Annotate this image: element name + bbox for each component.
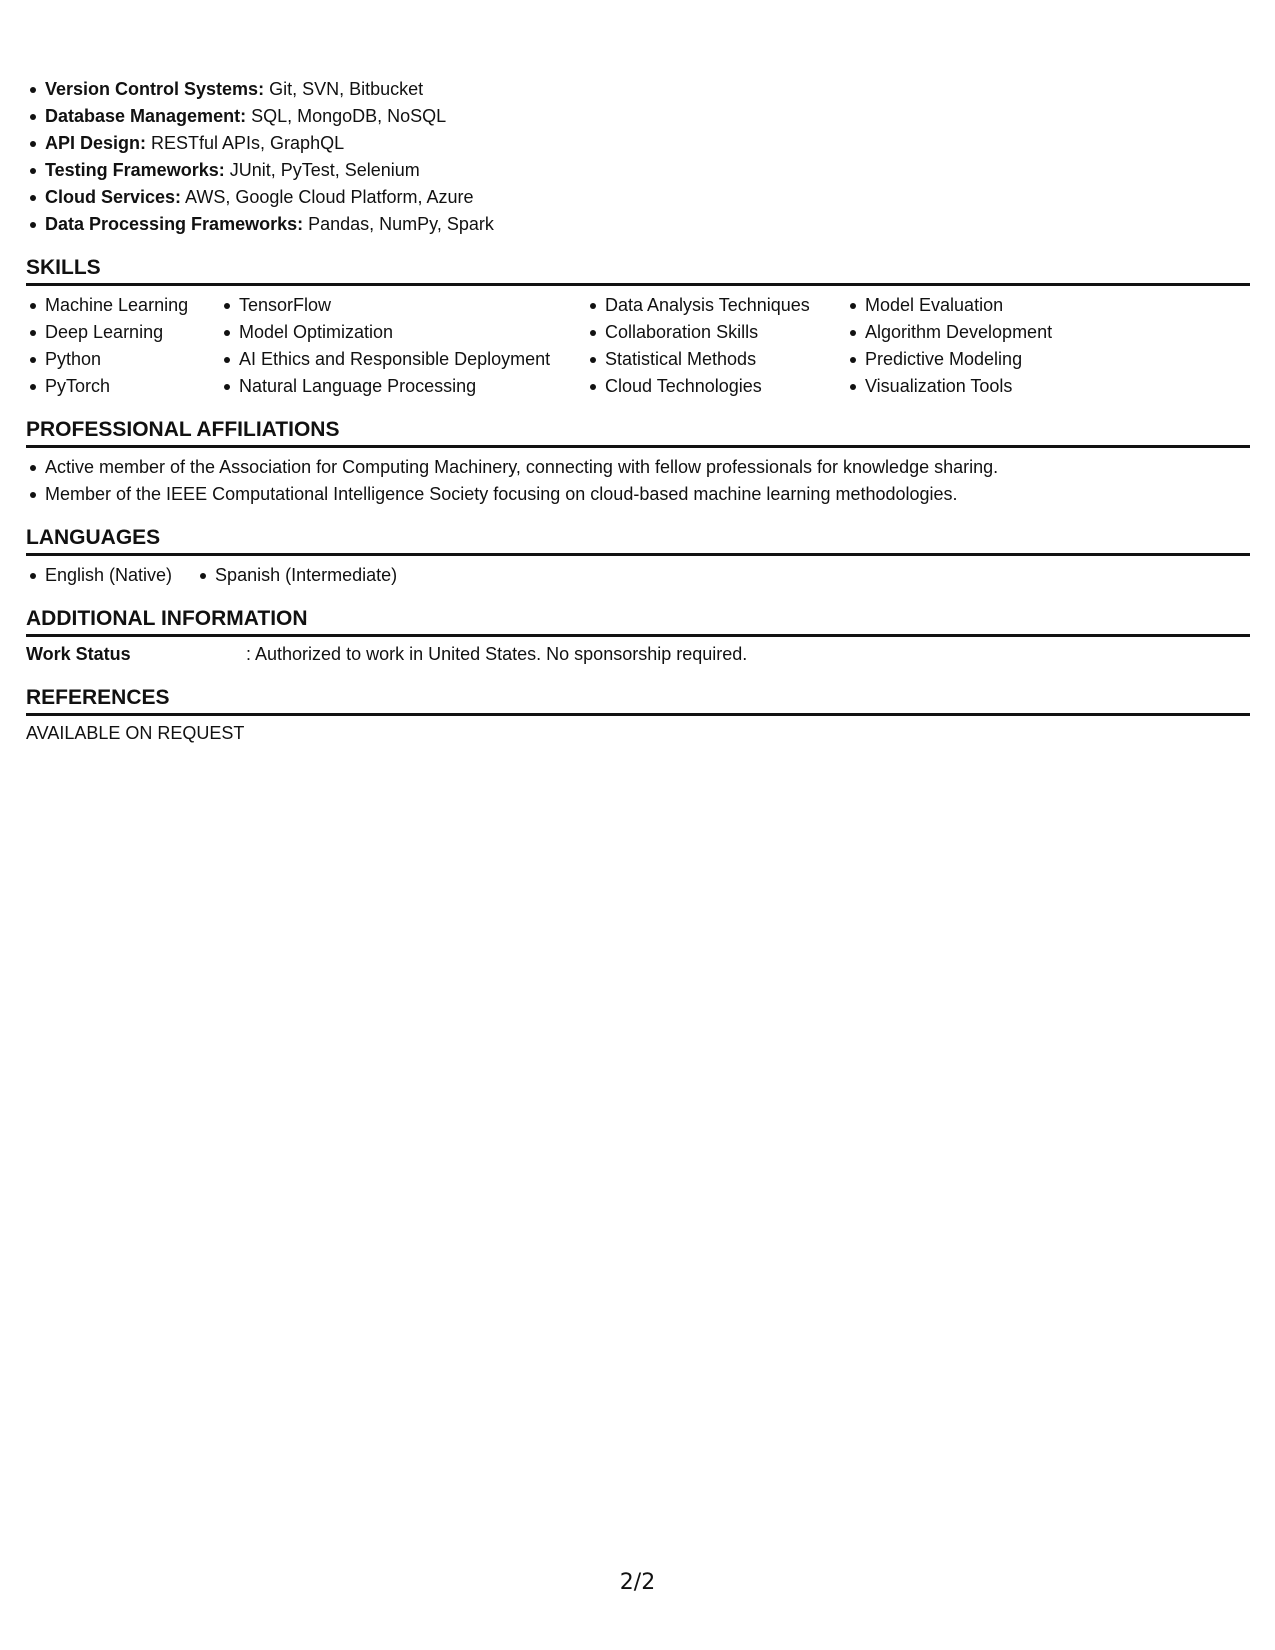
tool-category-label: Cloud Services: — [45, 187, 182, 207]
language-item: English (Native) — [26, 562, 172, 589]
work-status-label: Work Status — [26, 644, 131, 664]
tool-category-label: Version Control Systems: — [45, 79, 265, 99]
skills-column — [26, 292, 220, 400]
skills-column — [586, 292, 846, 400]
skill-item: Model Optimization — [220, 319, 586, 346]
skill-item: Cloud Technologies — [586, 373, 846, 400]
skill-item: Visualization Tools — [846, 373, 1106, 400]
language-item: Spanish (Intermediate) — [196, 562, 397, 589]
skill-item: Python — [26, 346, 220, 373]
tool-category-value: AWS, Google Cloud Platform, Azure — [181, 187, 474, 207]
skill-item: AI Ethics and Responsible Deployment — [220, 346, 586, 373]
skills-column — [846, 292, 1106, 400]
skill-item: Algorithm Development — [846, 319, 1106, 346]
section-title-skills: SKILLS — [26, 255, 1250, 286]
section-title-languages: LANGUAGES — [26, 525, 1250, 556]
section-title-affiliations: PROFESSIONAL AFFILIATIONS — [26, 417, 1250, 448]
tool-category-label: Testing Frameworks: — [45, 160, 225, 180]
tool-category-label: Data Processing Frameworks: — [45, 214, 304, 234]
skill-item: Machine Learning — [26, 292, 220, 319]
additional-info-section — [26, 606, 1250, 668]
tool-category-value: Git, SVN, Bitbucket — [264, 79, 424, 99]
list-item — [26, 184, 1250, 211]
section-title-references: REFERENCES — [26, 685, 1250, 716]
tools-list — [26, 76, 1250, 238]
tool-category-value: Pandas, NumPy, Spark — [303, 214, 494, 234]
skill-item: Data Analysis Techniques — [586, 292, 846, 319]
references-text: AVAILABLE ON REQUEST — [26, 723, 245, 743]
tool-category-value: JUnit, PyTest, Selenium — [224, 160, 420, 180]
list-item — [26, 211, 1250, 238]
page-number: 2/2 — [619, 1570, 656, 1595]
list-item — [26, 76, 1250, 103]
languages-list — [26, 556, 1250, 589]
resume-page — [26, 76, 1250, 747]
list-item — [26, 130, 1250, 157]
tool-category-label: Database Management: — [45, 106, 247, 126]
skill-item: PyTorch — [26, 373, 220, 400]
work-status-row — [26, 637, 1250, 668]
section-title-additional-info: ADDITIONAL INFORMATION — [26, 606, 1250, 637]
references-section — [26, 685, 1250, 747]
skill-item: Natural Language Processing — [220, 373, 586, 400]
affiliation-item: Active member of the Association for Computing Machinery, connecting with fellow professionals for knowledge sharing. — [26, 454, 1250, 481]
affiliation-item: Member of the IEEE Computational Intelligence Society focusing on cloud-based machine learning methodologies. — [26, 481, 1250, 508]
skill-item: Predictive Modeling — [846, 346, 1106, 373]
skill-item: Collaboration Skills — [586, 319, 846, 346]
languages-section — [26, 525, 1250, 589]
skill-item: TensorFlow — [220, 292, 586, 319]
skill-item: Model Evaluation — [846, 292, 1106, 319]
skills-section — [26, 255, 1250, 400]
skills-column — [220, 292, 586, 400]
affiliations-list — [26, 448, 1250, 508]
list-item — [26, 103, 1250, 130]
work-status-value: : Authorized to work in United States. No sponsorship required. — [246, 644, 748, 664]
tool-category-label: API Design: — [45, 133, 147, 153]
skills-grid — [26, 286, 1250, 400]
skill-item: Deep Learning — [26, 319, 220, 346]
affiliations-section — [26, 417, 1250, 508]
tool-category-value: SQL, MongoDB, NoSQL — [246, 106, 447, 126]
skill-item: Statistical Methods — [586, 346, 846, 373]
list-item — [26, 157, 1250, 184]
tool-category-value: RESTful APIs, GraphQL — [146, 133, 345, 153]
